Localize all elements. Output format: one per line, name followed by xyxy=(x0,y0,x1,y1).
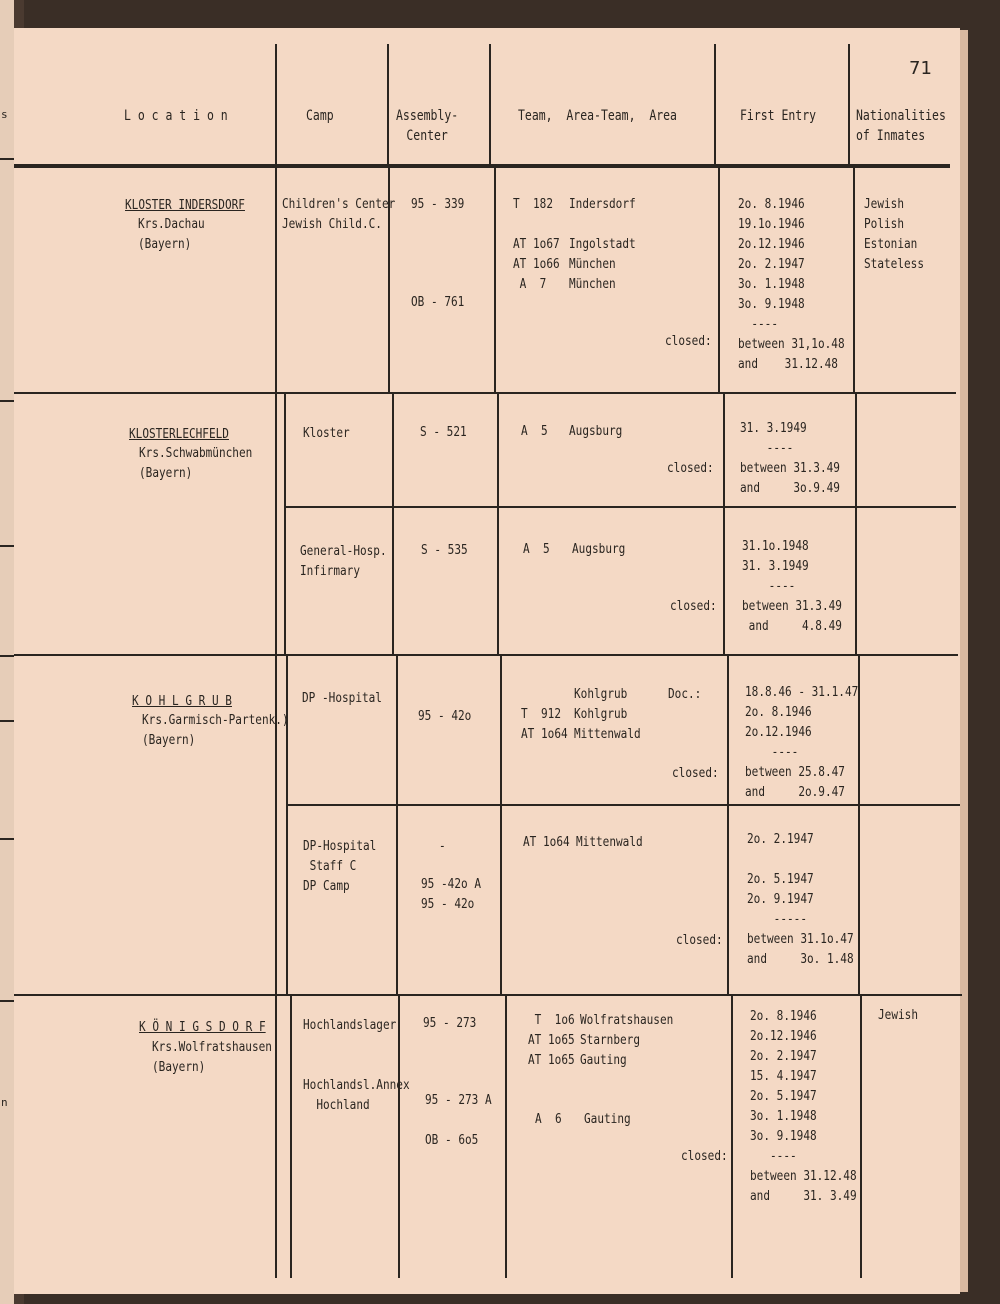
header-assembly-center: Assembly- Center xyxy=(396,108,459,144)
assembly-center: S - 521 xyxy=(420,424,467,440)
closed-label: closed: xyxy=(672,765,719,781)
column-rule-entry xyxy=(723,392,725,656)
team-places: Augsburg xyxy=(572,541,626,557)
adjacent-rule xyxy=(0,720,14,722)
column-rule-assembly xyxy=(398,996,400,1278)
location-detail: Krs.Dachau (Bayern) xyxy=(138,216,205,252)
adjacent-rule xyxy=(0,158,14,160)
nationalities: Jewish xyxy=(878,1007,919,1023)
assembly-center: 95 - 339 xyxy=(411,196,465,212)
column-rule-camp xyxy=(275,44,277,1278)
camp-name: Kloster xyxy=(303,425,350,441)
closed-label: closed: xyxy=(681,1148,728,1164)
camp-name: Hochlandsl.Annex Hochland xyxy=(303,1077,410,1113)
column-rule-team xyxy=(505,996,507,1278)
first-entry-dates: 2o. 8.1946 19.1o.1946 2o.12.1946 2o. 2.1947 3o. 1.1948 3o. 9.1948 ---- between 31,1o.48 and 31.12.48 xyxy=(738,196,845,372)
column-rule-team xyxy=(500,656,502,996)
header-camp: Camp xyxy=(306,108,334,124)
adjacent-letter: n xyxy=(1,1096,8,1109)
adjacent-rule xyxy=(0,1000,14,1002)
closed-label: closed: xyxy=(665,333,712,349)
team-codes: T 182 AT 1o67 AT 1o66 A 7 xyxy=(513,196,560,292)
first-entry-dates: 2o. 2.1947 2o. 5.1947 2o. 9.1947 ----- between 31.1o.47 and 3o. 1.48 xyxy=(747,831,854,967)
header-rule xyxy=(14,164,950,168)
header-location: L o c a t i o n xyxy=(124,108,228,124)
column-rule-assembly-header xyxy=(387,44,389,168)
location-detail: Krs.Schwabmünchen (Bayern) xyxy=(139,445,253,481)
column-rule-team xyxy=(497,392,499,656)
camp-name: General-Hosp. Infirmary xyxy=(300,543,387,579)
assembly-center: 95 - 273 A OB - 6o5 xyxy=(425,1092,492,1148)
first-entry-dates: 2o. 8.1946 2o.12.1946 2o. 2.1947 15. 4.1947 2o. 5.1947 3o. 1.1948 3o. 9.1948 ---- between 31.12.48 and 31. 3.49 xyxy=(750,1008,857,1204)
row-rule xyxy=(286,804,960,806)
team-codes: T 1o6 AT 1o65 AT 1o65 xyxy=(528,1012,575,1068)
assembly-center: 95 - 42o xyxy=(418,708,472,724)
adjacent-rule xyxy=(0,400,14,402)
section-rule xyxy=(14,654,958,656)
column-rule-camp xyxy=(290,996,292,1278)
adjacent-letter: s xyxy=(1,108,8,121)
page-number: 71 xyxy=(909,58,932,79)
team-codes: A 5 xyxy=(523,541,550,557)
closed-label: closed: xyxy=(676,932,723,948)
doc-label: Doc.: xyxy=(668,686,702,702)
team-places: Augsburg xyxy=(569,423,623,439)
column-rule-nat-header xyxy=(848,44,850,168)
adjacent-page-edge xyxy=(0,0,14,1304)
column-rule-assembly xyxy=(396,656,398,996)
location-name: K Ö N I G S D O R F xyxy=(139,1019,266,1035)
team-codes: A 5 xyxy=(521,423,548,439)
column-rule-nat xyxy=(853,168,855,392)
team-codes: A 6 xyxy=(535,1111,562,1127)
column-rule-assembly xyxy=(392,392,394,656)
camp-name: Children's Center Jewish Child.C. xyxy=(282,196,396,232)
row-rule xyxy=(284,506,956,508)
camp-name: DP -Hospital xyxy=(302,690,382,706)
team-codes: AT 1o64 xyxy=(523,834,570,850)
header-first-entry: First Entry xyxy=(740,108,817,124)
assembly-center: OB - 761 xyxy=(411,294,465,310)
camp-name: DP-Hospital Staff C DP Camp xyxy=(303,838,377,894)
location-name: KLOSTERLECHFELD xyxy=(129,426,229,442)
team-codes: T 912 AT 1o64 xyxy=(521,706,568,742)
team-places: Wolfratshausen Starnberg Gauting xyxy=(580,1012,674,1068)
closed-label: closed: xyxy=(667,460,714,476)
team-places: Gauting xyxy=(584,1111,631,1127)
assembly-center: 95 - 273 xyxy=(423,1015,477,1031)
assembly-center: S - 535 xyxy=(421,542,468,558)
first-entry-dates: 31.1o.1948 31. 3.1949 ---- between 31.3.49 and 4.8.49 xyxy=(742,538,842,634)
column-rule-nat xyxy=(860,996,862,1278)
camp-name: Hochlandslager xyxy=(303,1017,397,1033)
header-nationalities: Nationalities of Inmates xyxy=(856,108,946,144)
nationalities: Jewish Polish Estonian Stateless xyxy=(864,196,924,272)
column-rule-entry xyxy=(718,168,720,392)
team-places: Mittenwald xyxy=(576,834,643,850)
column-rule-camp xyxy=(284,392,286,656)
header-team: Team, Area-Team, Area xyxy=(518,108,677,124)
location-detail: Krs.Garmisch-Partenk.) (Bayern) xyxy=(142,712,289,748)
page-edge xyxy=(960,30,968,1292)
column-rule-entry xyxy=(731,996,733,1278)
column-rule-camp xyxy=(286,656,288,996)
adjacent-rule xyxy=(0,838,14,840)
location-detail: Krs.Wolfratshausen (Bayern) xyxy=(152,1039,272,1075)
column-rule-team-header xyxy=(489,44,491,168)
assembly-center: 95 -42o A 95 - 42o xyxy=(421,876,481,912)
column-rule-entry-header xyxy=(714,44,716,168)
team-places: Indersdorf Ingolstadt München München xyxy=(569,196,636,292)
column-rule-nat xyxy=(855,392,857,656)
first-entry-dates: 18.8.46 - 31.1.47 2o. 8.1946 2o.12.1946 ---- between 25.8.47 and 2o.9.47 xyxy=(745,684,859,800)
assembly-center: - xyxy=(439,838,446,854)
closed-label: closed: xyxy=(670,598,717,614)
section-rule xyxy=(14,994,962,996)
adjacent-rule xyxy=(0,655,14,657)
adjacent-rule xyxy=(0,545,14,547)
location-name: K O H L G R U B xyxy=(132,693,232,709)
column-rule-entry xyxy=(727,656,729,996)
first-entry-dates: 31. 3.1949 ---- between 31.3.49 and 3o.9.49 xyxy=(740,420,840,496)
location-name: KLOSTER INDERSDORF xyxy=(125,197,245,213)
team-places: Kohlgrub Kohlgrub Mittenwald xyxy=(574,686,641,742)
column-rule-team xyxy=(494,168,496,392)
section-rule xyxy=(14,392,956,394)
